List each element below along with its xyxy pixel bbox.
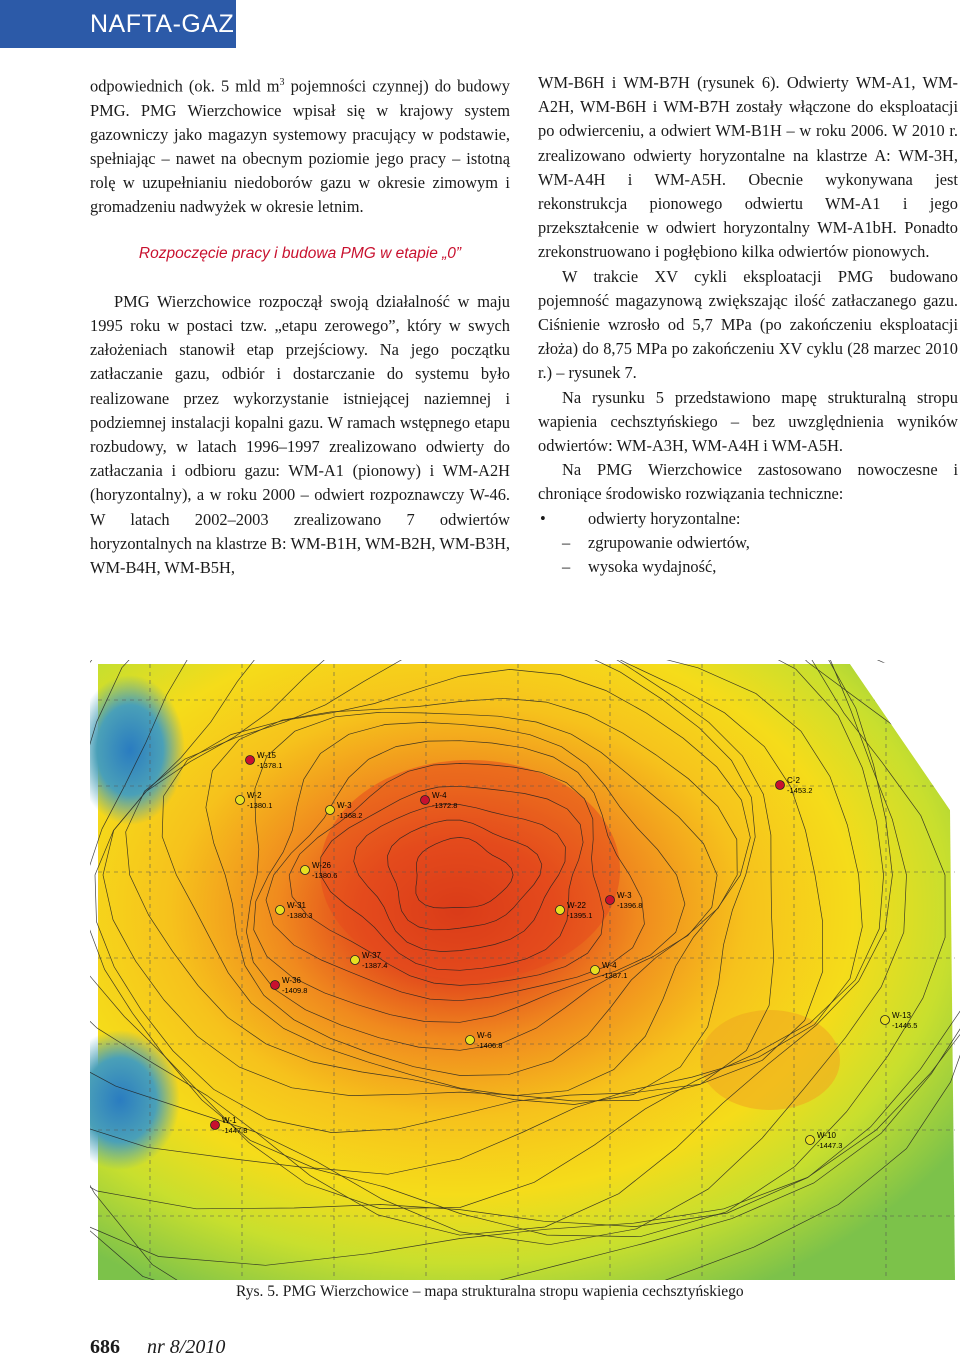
well-marker <box>246 756 255 765</box>
right-paragraph-3: Na rysunku 5 przedstawiono mapę strukturalną stropu wapienia cechsztyńskiego – bez uwzględnienia wyników odwiertów: WM-A3H, WM-A4H i WM-A5H. <box>538 387 958 456</box>
secondary-high-east <box>700 1010 840 1110</box>
structural-map-figure <box>90 660 960 1280</box>
well-marker <box>421 796 430 805</box>
well-label: W-15 <box>257 751 276 760</box>
well-label: W-13 <box>892 1011 911 1020</box>
section-heading: Rozpoczęcie pracy i budowa PMG w etapie „0” <box>138 244 462 262</box>
well-label: W-1 <box>222 1116 237 1125</box>
well-label: W-22 <box>567 901 586 910</box>
well-label: W-3 <box>617 891 632 900</box>
dash-item: – zgrupowanie odwiertów, <box>538 531 958 555</box>
well-marker <box>881 1016 890 1025</box>
well-depth-label: -1378.1 <box>257 761 283 770</box>
bullet-item: • odwierty horyzontalne: <box>538 507 958 531</box>
right-paragraph-1: WM-B6H i WM-B7H (rysunek 6). Odwierty WM-A1, WM-A2H, WM-B6H i WM-B7H zostały włączone do eksploatacji po odwierceniu, a odwiert WM-B1H – w roku 2006. W 2010 r. zrealizowano odwierty horyzontalne na klastrze A: WM-3H, WM-A4H i WM-A5H. Obecnie wykonywana jest rekonstrukcja pionowego odwiertu WM-A1 i jego przekształcenie w odwiert horyzontalny WM-A1bH. Ponadto zrekonstruowano i pogłębiono kilka odwiertów pionowych. <box>538 73 958 262</box>
left-column <box>90 71 510 580</box>
right-paragraph-2: W trakcie XV cykli eksploatacji PMG budowano pojemność magazynową zwiększając ilość zatłaczanego gazu. Ciśnienie wzrosło od 5,7 MPa (po zakończeniu eksploatacji złoża) do 8,75 MPa po zakończeniu XV cyklu (28 marzec 2010 r.) – rysunek 7. <box>538 266 958 383</box>
well-depth-label: -1380.3 <box>287 911 313 920</box>
well-label: W-4 <box>602 961 617 970</box>
high-area-center <box>320 760 620 980</box>
well-depth-label: -1447.3 <box>817 1141 843 1150</box>
figure-caption: Rys. 5. PMG Wierzchowice – mapa strukturalna stropu wapienia cechsztyńskiego <box>236 1283 744 1300</box>
well-label: C-2 <box>787 776 800 785</box>
well-depth-label: -1446.5 <box>892 1021 918 1030</box>
well-label: W-36 <box>282 976 301 985</box>
superscript-3: 3 <box>279 77 285 88</box>
left-paragraph-1: odpowiednich (ok. 5 mld $m^3$ pojemności czynnej) do budowy PMG. PMG Wierzchowice wpisał się w krajowy system gazowniczy jako magazyn systemowy pracujący w podstawie, spełniając – nawet na obecnym poziomie jego pracy – istotną rolę w uzupełnianiu niedoborów gazu w okresie zimowym i gromadzeniu nadwyżek w okresie letnim. <box>90 76 510 217</box>
technical-solutions-list <box>538 507 958 580</box>
right-column <box>538 71 958 579</box>
well-depth-label: -1396.8 <box>617 901 643 910</box>
well-marker <box>776 781 785 790</box>
well-label: W-26 <box>312 861 331 870</box>
well-marker <box>271 981 280 990</box>
well-label: W-6 <box>477 1031 492 1040</box>
well-depth-label: -1387.4 <box>362 961 388 970</box>
well-marker <box>211 1121 220 1130</box>
well-depth-label: -1409.8 <box>282 986 308 995</box>
left-paragraph-2: PMG Wierzchowice rozpoczął swoją działalność w maju 1995 roku w postaci tzw. „etapu zerowego”, który w swych założeniach stanowił etap przejściowy. Na jego początku zatłaczanie gazu, odbiór i dostarczanie do systemu było realizowane przez wykorzystanie istniejącej naziemnej i podziemnej instalacji kopalni gazu. W ramach wstępnego etapu rozbudowy, w latach 1996–1997 zrealizowano odwierty do zatłaczania i odbioru gazu: WM-A1 (pionowy) i WM-A2H (horyzontalny), a w roku 2000 – odwiert rozpoznawczy W-46. W latach 2002–2003 zrealizowano 7 odwiertów horyzontalnych na klastrze B: WM-B1H, WM-B2H, WM-B3H, WM-B4H, WM-B5H, <box>90 291 510 577</box>
well-marker <box>806 1136 815 1145</box>
issue-number: nr 8/2010 <box>147 1336 226 1358</box>
well-depth-label: -1447.8 <box>222 1126 248 1135</box>
journal-header-tab <box>0 0 236 48</box>
well-marker <box>591 966 600 975</box>
well-marker <box>556 906 565 915</box>
journal-title: NAFTA-GAZ <box>90 10 235 38</box>
dash-item: – wysoka wydajność, <box>538 555 958 579</box>
structural-map <box>90 660 960 1280</box>
well-depth-label: -1372.8 <box>432 801 458 810</box>
well-marker <box>326 806 335 815</box>
depth-color-field <box>98 664 955 1280</box>
well-depth-label: -1387.1 <box>602 971 628 980</box>
well-marker <box>606 896 615 905</box>
well-label: W-3 <box>337 801 352 810</box>
well-label: W-31 <box>287 901 306 910</box>
well-marker <box>351 956 360 965</box>
well-marker <box>276 906 285 915</box>
well-marker <box>236 796 245 805</box>
well-label: W-10 <box>817 1131 836 1140</box>
well-depth-label: -1380.1 <box>247 801 273 810</box>
well-marker <box>301 866 310 875</box>
well-depth-label: -1368.2 <box>337 811 363 820</box>
well-depth-label: -1395.1 <box>567 911 593 920</box>
right-paragraph-4: Na PMG Wierzchowice zastosowano nowoczesne i chroniące środowisko rozwiązania techniczne: <box>538 460 958 504</box>
well-label: W-4 <box>432 791 447 800</box>
well-depth-label: -1453.2 <box>787 786 813 795</box>
well-label: W-37 <box>362 951 381 960</box>
well-label: W-2 <box>247 791 262 800</box>
well-depth-label: -1406.8 <box>477 1041 503 1050</box>
well-depth-label: -1380.6 <box>312 871 338 880</box>
well-marker <box>466 1036 475 1045</box>
page-number: 686 <box>90 1336 120 1358</box>
